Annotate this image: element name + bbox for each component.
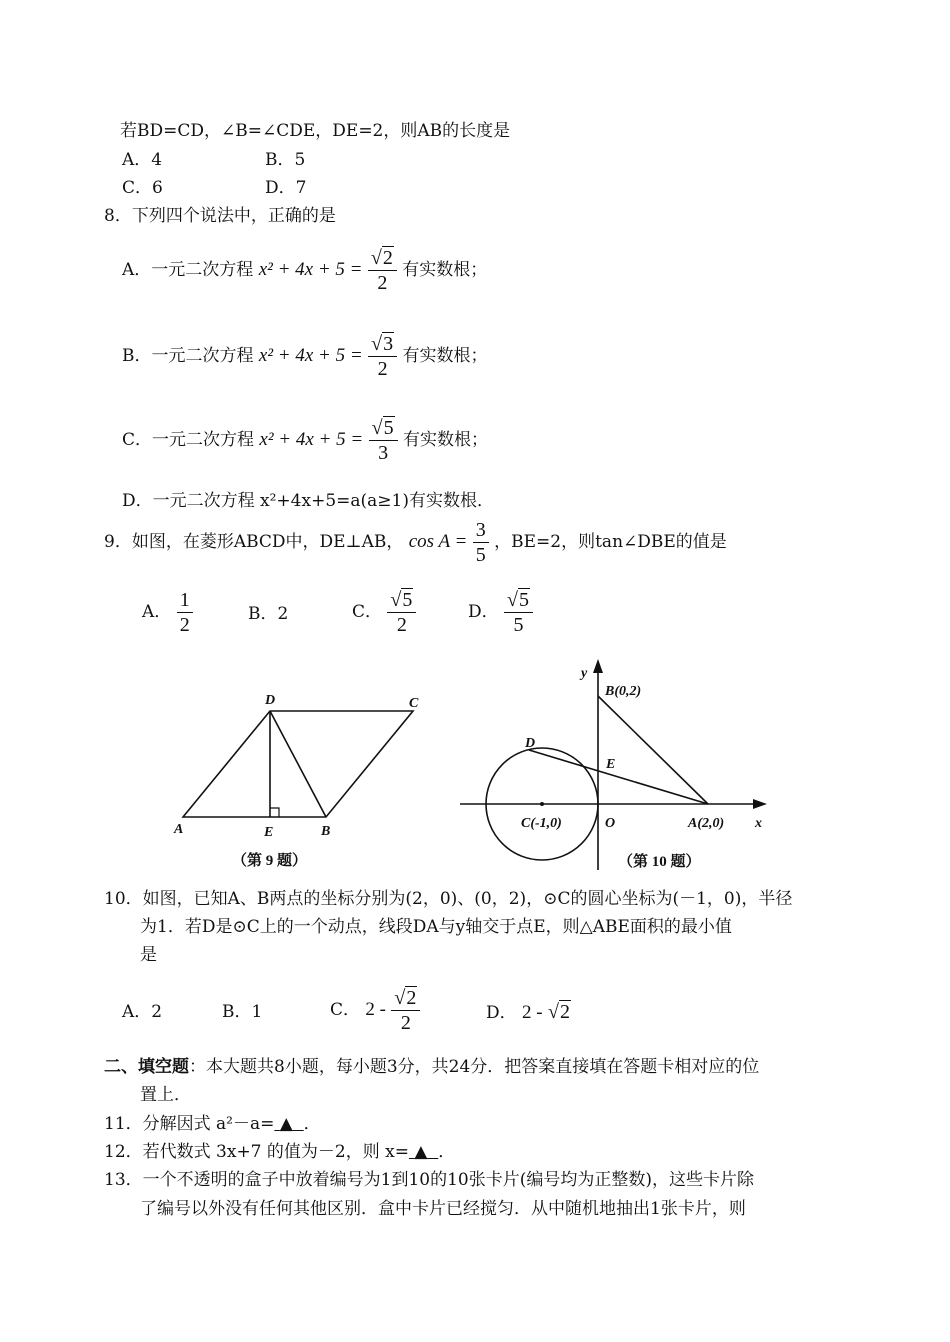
label-y: y (581, 666, 588, 681)
segment-db (270, 711, 326, 817)
q8-option-c-eq: x² + 4x + 5 = (259, 429, 364, 450)
right-angle-mark (270, 808, 279, 817)
q9-option-d-frac: $\frac{√5}{5}$ (504, 588, 533, 637)
label-e: E (264, 825, 274, 840)
q12 (104, 1141, 455, 1163)
q10-option-d-rad: 2 (560, 1001, 571, 1023)
q10-option-c-den: 2 (400, 1012, 411, 1034)
q8-option-b (122, 332, 487, 381)
section-2-heading (104, 1056, 759, 1078)
q10-option-c-frac: $\frac{√2}{2}$ (391, 986, 420, 1035)
q7-option-d: D．7 (265, 178, 307, 198)
center-point-c (540, 802, 544, 806)
q10-option-d: D． 2 - √2 (486, 1001, 571, 1023)
figure-9-rhombus (170, 680, 440, 875)
label-o: O (605, 816, 616, 831)
q8-option-a-tail: 有实数根； (402, 260, 488, 280)
q8-option-c-label: C．一元二次方程 (122, 430, 255, 450)
q10-line3: 是 (140, 945, 157, 965)
section-2-text1: ：本大题共8小题，每小题3分，共24分．把答案直接填在答题卡相对应的位 (189, 1057, 760, 1077)
q7-option-c: C．6 (122, 178, 163, 198)
q13-line1: 13．一个不透明的盒子中放着编号为1到10的10张卡片(编号均为正整数)，这些卡片除 (104, 1170, 754, 1190)
q10-option-a: A．2 (122, 1002, 163, 1022)
q10-option-b: B．1 (222, 1002, 263, 1022)
q8-option-c-num: 5 (383, 417, 394, 439)
label-e: E (606, 757, 616, 772)
q9-option-a (142, 588, 193, 637)
q9-option-c (352, 588, 416, 637)
figure-10-caption: （第 10 题） (618, 854, 701, 870)
q8-option-d: D．一元二次方程 x²+4x+5=a(a≥1)有实数根． (122, 491, 494, 511)
q9-option-d-den: 5 (513, 614, 524, 636)
q11-answer-blank[interactable]: ▲ (279, 1114, 293, 1134)
q9-cos-num: 3 (473, 518, 489, 543)
q12-pre: 12．若代数式 3x+7 的值为－2，则 x= (104, 1142, 409, 1162)
q8-option-b-num: 3 (383, 333, 394, 355)
q8-option-b-frac: $\frac{√3}{2}$ (368, 332, 397, 381)
q8-option-b-den: 2 (377, 358, 388, 380)
q10-line2: 为1．若D是⊙C上的一个动点，线段DA与y轴交于点E，则△ABE面积的最小值 (140, 917, 732, 937)
q11-post: ． (303, 1114, 321, 1134)
q9-option-c-num: 5 (402, 589, 413, 611)
label-a: A(2,0) (688, 816, 725, 831)
q12-post: ． (438, 1142, 456, 1162)
q8-option-c-frac: $\frac{√5}{3}$ (369, 416, 398, 465)
y-axis-arrow-icon (593, 659, 603, 673)
q8-option-a-den: 2 (377, 272, 388, 294)
q12-answer-blank[interactable]: ▲ (414, 1142, 428, 1162)
q8-option-c-tail: 有实数根； (403, 430, 488, 450)
q10-option-d-label: D． (486, 1003, 517, 1023)
q8-option-b-eq: x² + 4x + 5 = (258, 345, 363, 366)
q10-option-c-label: C． (330, 1000, 361, 1020)
q7-stem: 若BD=CD，∠B=∠CDE，DE=2，则AB的长度是 (120, 121, 511, 141)
q10-option-c-pre: 2 - (365, 999, 386, 1020)
figure-10-coordinates (455, 655, 775, 877)
q8-option-b-label: B．一元二次方程 (122, 346, 254, 366)
q9-option-b: B．2 (248, 604, 289, 624)
q9-cos-frac (473, 518, 489, 567)
label-d: D (525, 736, 536, 751)
section-2-title: 二、填空题 (104, 1057, 189, 1077)
q8-option-a-eq: x² + 4x + 5 = (258, 259, 363, 280)
q8-stem: 8．下列四个说法中，正确的是 (104, 206, 336, 226)
q9-option-a-label: A． (142, 602, 172, 622)
q8-option-a-label: A．一元二次方程 (122, 260, 254, 280)
label-c: C(-1,0) (521, 816, 562, 831)
q8-option-a-num: 2 (382, 247, 393, 269)
q8-option-a (122, 246, 487, 295)
q9-option-a-num: 1 (177, 588, 193, 613)
section-2-text2: 置上． (140, 1085, 191, 1105)
q9-option-d (468, 588, 533, 637)
q9-option-c-frac: $\frac{√5}{2}$ (387, 588, 416, 637)
q8-option-b-tail: 有实数根； (402, 346, 488, 366)
q9-stem (104, 518, 727, 567)
q11 (104, 1113, 321, 1135)
q13-line2: 了编号以外没有任何其他区别．盒中卡片已经搅匀．从中随机地抽出1张卡片，则 (140, 1199, 746, 1219)
x-axis-arrow-icon (753, 799, 767, 809)
q9-option-a-frac (177, 588, 193, 637)
q9-cos: cos A = (408, 531, 468, 552)
q9-option-c-label: C． (352, 602, 383, 622)
label-d: D (265, 693, 276, 708)
q8-option-c-den: 3 (378, 442, 389, 464)
q9-cos-den: 5 (475, 544, 486, 566)
q9-option-d-num: 5 (519, 589, 530, 611)
q10-option-d-pre: 2 - (522, 1002, 543, 1023)
q9-option-c-den: 2 (396, 614, 407, 636)
q10-line1: 10．如图，已知A、B两点的坐标分别为(2，0)、(0，2)，⊙C的圆心坐标为(－1，0)，半径 (104, 889, 793, 909)
label-c: C (409, 696, 419, 711)
q9-option-d-label: D． (468, 602, 499, 622)
label-b: B(0,2) (605, 684, 642, 699)
q8-option-c (122, 416, 488, 465)
label-a: A (174, 822, 184, 837)
q9-option-a-den: 2 (179, 614, 190, 636)
q10-option-c-num: 2 (406, 987, 417, 1009)
q7-option-a: A．4 (122, 150, 163, 170)
q9-stem-a: 9．如图，在菱形ABCD中，DE⊥AB， (104, 532, 404, 552)
q7-option-b: B．5 (265, 150, 306, 170)
label-x: x (755, 816, 762, 831)
figure-9-caption: （第 9 题） (232, 853, 308, 869)
q11-pre: 11．分解因式 a²－a= (104, 1114, 275, 1134)
q10-option-c (330, 986, 420, 1035)
q8-option-a-frac: $\frac{√2}{2}$ (368, 246, 397, 295)
label-b: B (321, 824, 331, 839)
q9-stem-b: ，BE=2，则tan∠DBE的值是 (494, 532, 727, 552)
